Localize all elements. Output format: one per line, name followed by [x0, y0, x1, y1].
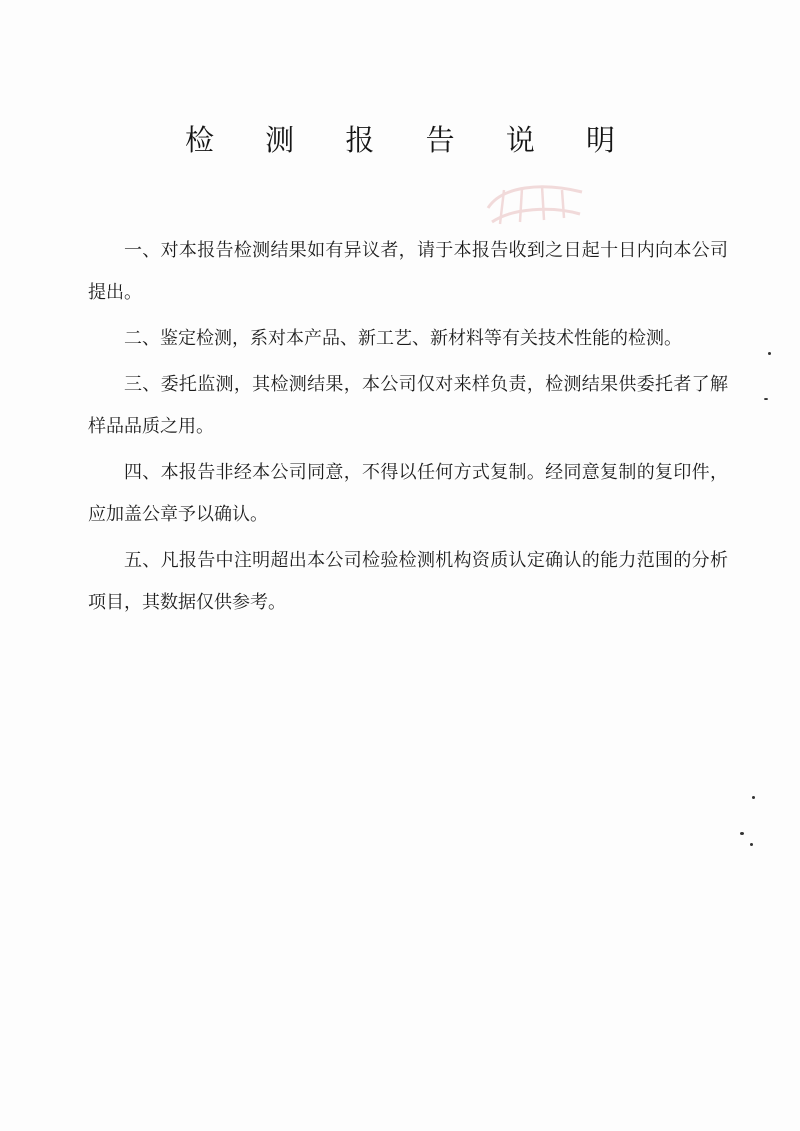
clause-3: 三、委托监测，其检测结果，本公司仅对来样负责，检测结果供委托者了解样品品质之用。 — [88, 374, 728, 437]
clause-2: 二、鉴定检测，系对本产品、新工艺、新材料等有关技术性能的检测。 — [124, 328, 682, 349]
clause-4: 四、本报告非经本公司同意，不得以任何方式复制。经同意复制的复印件，应加盖公章予以确认。 — [88, 462, 728, 525]
scan-speck — [752, 796, 755, 799]
scan-speck — [764, 398, 768, 400]
clause-5: 五、凡报告中注明超出本公司检验检测机构资质认定确认的能力范围的分析项目，其数据仅供参考。 — [88, 550, 728, 613]
scan-speck — [750, 843, 753, 846]
notes-body — [88, 230, 728, 628]
clause-1: 一、对本报告检测结果如有异议者，请于本报告收到之日起十日内向本公司提出。 — [88, 240, 728, 303]
page-title: 检 测 报 告 说 明 — [184, 123, 637, 157]
faint-stamp-mark — [482, 178, 588, 230]
scan-speck — [740, 832, 744, 835]
scan-speck — [768, 352, 771, 355]
